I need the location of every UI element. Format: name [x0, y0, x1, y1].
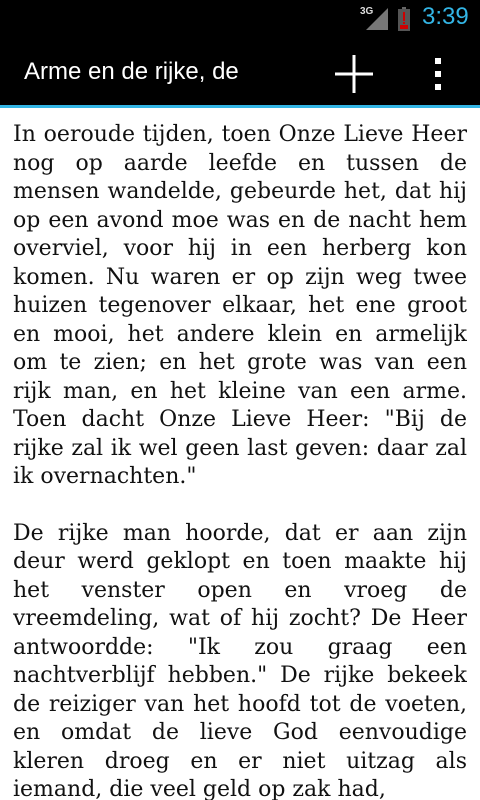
page-title: Arme en de rijke, de: [24, 58, 239, 85]
battery-low-icon: [398, 7, 410, 31]
action-bar: [0, 38, 480, 108]
plus-icon: [335, 55, 373, 93]
status-bar: [0, 0, 480, 38]
cell-signal-icon: [366, 8, 388, 30]
paragraph: De rijke man hoorde, dat er aan zijn deur werd geklopt en toen maakte hij het venster open en vroeg de vreemdeling, wat of hij zocht? De Heer antwoordde: "Ik zou graag een nachtverblijf hebben." De rijke bekeek de reiziger van het hoofd tot de voeten, en omdat de lieve God eenvoudige kleren droeg en er niet uitzag als iemand, die veel geld op zak had,: [13, 520, 467, 800]
status-clock: 3:39: [422, 3, 469, 30]
network-type: 3G: [360, 6, 374, 17]
paragraph: In oeroude tijden, toen Onze Lieve Heer nog op aarde leefde en tussen de mensen wandelde, gebeurde het, dat hij op een avond moe was en de nacht hem overviel, voor hij in een herberg kon komen. Nu waren er op zijn weg twee huizen tegenover elkaar, het ene groot en mooi, het andere klein en armelijk om te zien; en het grote was van een rijk man, en het kleine van een arme. Toen dacht Onze Lieve Heer: "Bij de rijke zal ik wel geen last geven: daar zal ik overnachten.": [13, 122, 467, 489]
overflow-menu-button[interactable]: [418, 50, 458, 98]
overflow-menu-icon: [433, 58, 443, 90]
story-text[interactable]: [13, 108, 467, 800]
add-button[interactable]: [326, 50, 382, 98]
